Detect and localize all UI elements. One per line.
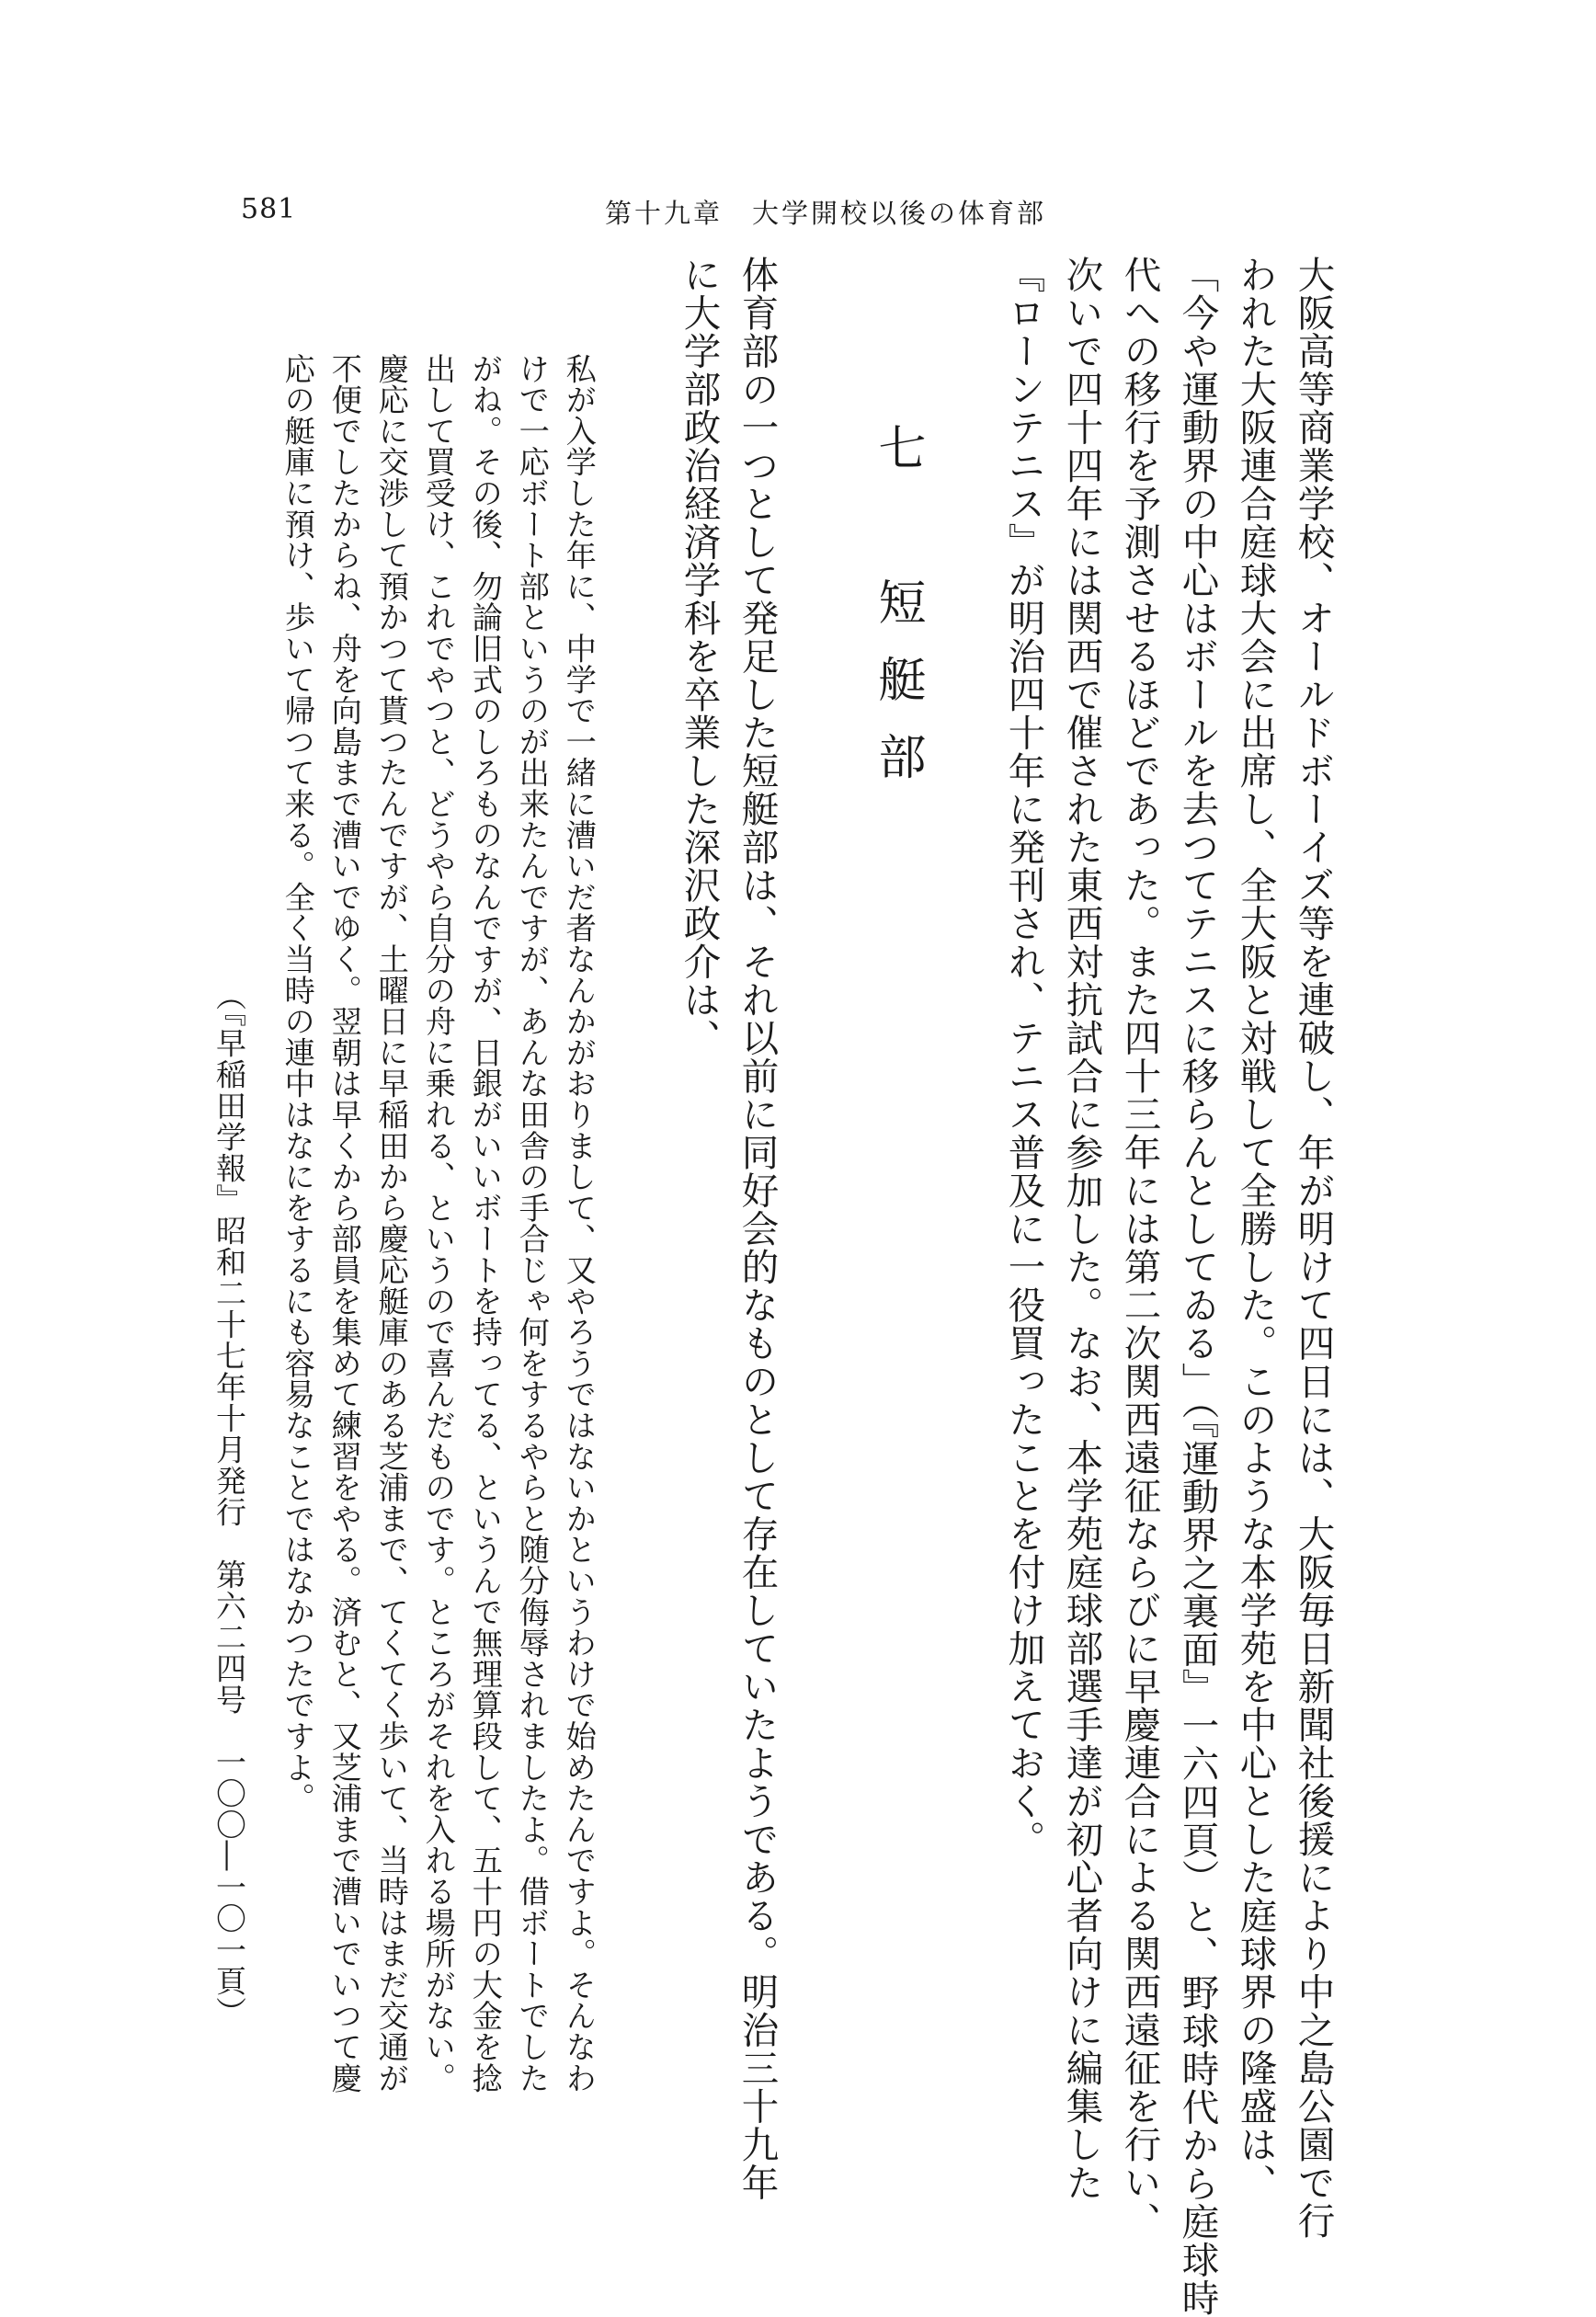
text-column: 『ローンテニス』が明治四十年に発刊され、テニス普及に一役買ったことを付け加えておく。 (1001, 256, 1046, 1858)
text-column: 体育部の一つとして発足した短艇部は、それ以前に同好会的なものとして存在していたようである。明治三十九年 (735, 256, 780, 2202)
text-column: 代への移行を予測させるほどであった。また四十三年には第二次関西遠征ならびに早慶連合による関西遠征を行い、 (1117, 256, 1162, 2240)
quote-column: けで一応ボート部というのが出来たんですが、あんな田舎の手合じゃ何をするやらと随分侮辱されましたよ。借ボートでした (514, 353, 551, 2094)
quote-column: 不便でしたからね、舟を向島まで漕いでゆく。翌朝は早くから部員を集めて練習をやる。済むと、又芝浦まで漕いでいつて慶 (326, 353, 363, 2094)
text-column: に大学部政治経済学科を卒業した深沢政介は、 (677, 256, 722, 1057)
text-column: われた大阪連合庭球大会に出席し、全大阪と対戦して全勝した。このような本学苑を中心とした庭球界の隆盛は、 (1233, 256, 1278, 2202)
text-column: 次いで四十四年には関西で催された東西対抗試合に参加した。なお、本学苑庭球部選手達が初心者向けに編集した (1059, 256, 1104, 2202)
page-number: 581 (241, 193, 297, 225)
quote-column: がね。その後、勿論旧式のしろものなんですが、日銀がいいボートを持ってる、というんで無理算段して、五十円の大金を捻 (467, 353, 504, 2094)
text-column: 「今や運動界の中心はボールを去つてテニスに移らんとしてゐる」（『運動界之裏面』一六四頁）と、野球時代から庭球時 (1175, 256, 1220, 2317)
quote-column: 出して買受け、これでやつと、どうやら自分の舟に乗れる、というので喜んだものです。ところがそれを入れる場所がない。 (420, 353, 457, 2094)
citation: （『早稲田学報』昭和二十七年十月発行 第六二四号 一〇〇―一〇一頁） (211, 980, 247, 2028)
quote-column: 私が入学した年に、中学で一緒に漕いだ者なんかがおりまして、又やろうではないかというわけで始めたんですよ。そんなわ (561, 353, 598, 2094)
quote-column: 慶応に交渉して預かつて貰つたんですが、土曜日に早稲田から慶応艇庫のある芝浦まで、てくてく歩いて、当時はまだ交通が (373, 353, 410, 2094)
section-heading: 七 短艇部 (870, 423, 925, 809)
quote-column: 応の艇庫に預け、歩いて帰つて来る。全く当時の連中はなにをするにも容易なことではなかつたですよ。 (279, 353, 316, 1814)
text-column: 大阪高等商業学校、オールドボーイズ等を連破し、年が明けて四日には、大阪毎日新聞社後援により中之島公園で行 (1291, 256, 1336, 2240)
running-header: 第十九章 大学開校以後の体育部 (605, 198, 1047, 229)
